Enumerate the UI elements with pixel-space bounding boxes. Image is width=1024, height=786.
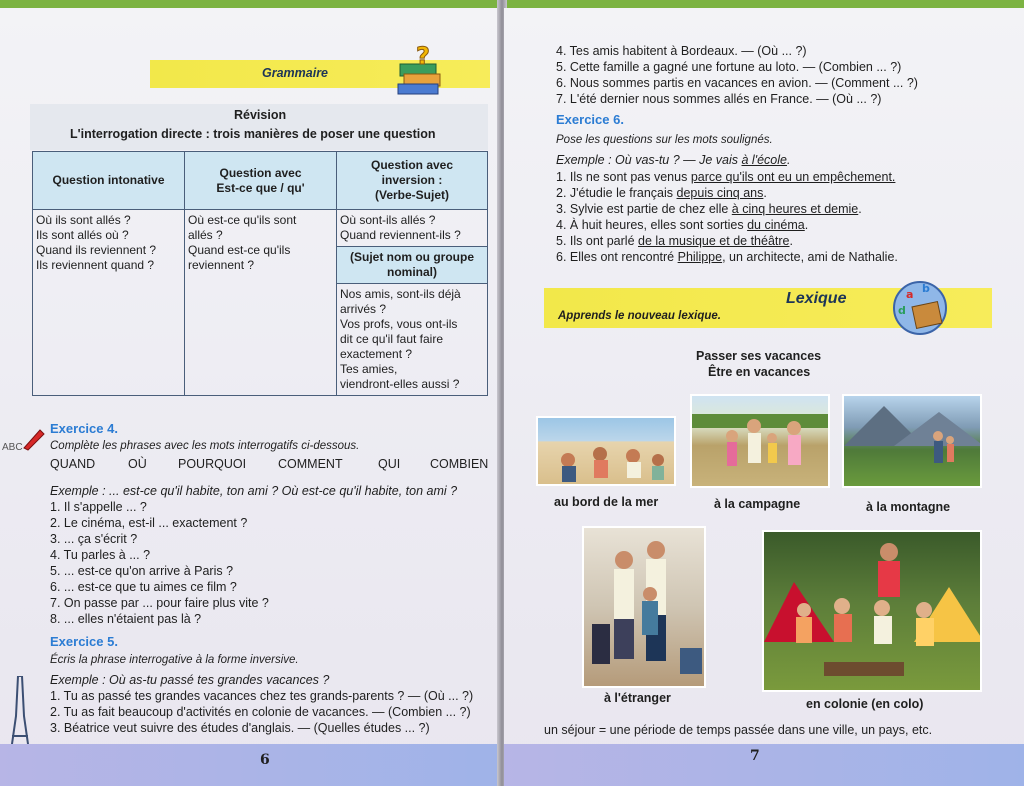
photo-countryside xyxy=(690,394,830,488)
exercise-4-item: 5. ... est-ce qu'on arrive à Paris ? xyxy=(50,564,234,578)
table-cell-inversion: Où sont-ils allés ? Quand reviennent-ils ? xyxy=(337,210,488,247)
exercise-6-item: 6. Elles ont rencontré Philippe, un architecte, ami de Nathalie. xyxy=(556,250,898,264)
exercise-4-item: 3. ... ça s'écrit ? xyxy=(50,532,138,546)
exercise-5-item: 4. Tes amis habitent à Bordeaux. — (Où ... ?) xyxy=(556,44,807,58)
photo-mountain xyxy=(842,394,982,488)
pencil-icon xyxy=(20,426,46,452)
word-quand: QUAND xyxy=(50,457,96,471)
exercise-5-instruction: Écris la phrase interrogative à la forme inversive. xyxy=(50,654,299,666)
vocab-heading-2: Être en vacances xyxy=(708,365,811,379)
exercise-4-item: 6. ... est-ce que tu aimes ce film ? xyxy=(50,580,237,594)
table-head-est-ce-que: Question avec Est-ce que / qu' xyxy=(185,152,337,210)
exercise-4-item: 2. Le cinéma, est-il ... exactement ? xyxy=(50,516,248,530)
exercise-6-item: 5. Ils ont parlé de la musique et de théâtre. xyxy=(556,234,793,248)
caption-summer-camp: en colonie (en colo) xyxy=(806,697,924,711)
table-cell-nominal-examples: Nos amis, sont-ils déjà arrivés ? Vos profs, vous ont-ils dit ce qu'il faut faire exactement ? Tes amies, viendront-elles aussi ? xyxy=(337,284,488,396)
exercise-6-instruction: Pose les questions sur les mots soulignés. xyxy=(556,134,773,146)
exercise-6-example: Exemple : Où vas-tu ? — Je vais à l'école. xyxy=(556,153,791,167)
left-page xyxy=(0,8,500,786)
svg-text:a: a xyxy=(906,288,914,301)
caption-countryside: à la campagne xyxy=(714,497,801,511)
exercise-4-item: 7. On passe par ... pour faire plus vite ? xyxy=(50,596,269,610)
photo-beach xyxy=(536,416,676,486)
word-ou: OÙ xyxy=(128,457,147,471)
word-combien: COMBIEN xyxy=(430,457,489,471)
exercise-4-item: 4. Tu parles à ... ? xyxy=(50,548,151,562)
definition-sejour: un séjour = une période de temps passée dans une ville, un pays, etc. xyxy=(544,723,933,737)
lexique-instruction: Apprends le nouveau lexique. xyxy=(558,310,721,322)
interrogation-table xyxy=(32,151,488,396)
word-pourquoi: POURQUOI xyxy=(178,457,247,471)
svg-text:b: b xyxy=(922,282,930,295)
exercise-5-item: 3. Béatrice veut suivre des études d'anglais. — (Quelles études ... ?) xyxy=(50,721,430,735)
table-head-inversion: Question avec inversion : (Verbe-Sujet) xyxy=(337,152,488,210)
vocab-heading-1: Passer ses vacances xyxy=(696,349,822,363)
exercise-6-item: 4. À huit heures, elles sont sorties du cinéma. xyxy=(556,218,809,232)
exercise-5-item: 2. Tu as fait beaucoup d'activités en colonie de vacances. — (Combien ... ?) xyxy=(50,705,471,719)
page-number-right: 7 xyxy=(750,748,760,764)
svg-text:?: ? xyxy=(416,42,430,70)
exercise-4-title: Exercice 4. xyxy=(50,421,118,436)
caption-mountain: à la montagne xyxy=(866,500,951,514)
table-cell-est-ce-que: Où est-ce qu'ils sont allés ? Quand est-ce qu'ils reviennent ? xyxy=(185,210,337,396)
exercise-5-item: 7. L'été dernier nous sommes allés en France. — (Où ... ?) xyxy=(556,92,882,106)
left-bottom-band xyxy=(0,744,500,786)
right-bottom-band xyxy=(504,744,1024,786)
photo-summer-camp xyxy=(762,530,982,692)
exercise-4-example: Exemple : ... est-ce qu'il habite, ton ami ? Où est-ce qu'il habite, ton ami ? xyxy=(50,484,458,498)
word-qui: QUI xyxy=(378,457,401,471)
caption-abroad: à l'étranger xyxy=(604,691,671,705)
exercise-5-title: Exercice 5. xyxy=(50,634,118,649)
table-subhead-nominal: (Sujet nom ou groupe nominal) xyxy=(337,247,488,284)
exercise-6-item: 1. Ils ne sont pas venus parce qu'ils ont eu un empêchement. xyxy=(556,170,896,184)
table-head-intonative: Question intonative xyxy=(33,152,185,210)
table-cell-intonative: Où ils sont allés ? Ils sont allés où ? Quand ils reviennent ? Ils reviennent quand ? xyxy=(33,210,185,396)
globe-letters-icon xyxy=(888,276,952,340)
exercise-5-item: 1. Tu as passé tes grandes vacances chez tes grands-parents ? — (Où ... ?) xyxy=(50,689,474,703)
exercise-5-example: Exemple : Où as-tu passé tes grandes vacances ? xyxy=(50,673,330,687)
exercise-5-item: 5. Cette famille a gagné une fortune au loto. — (Combien ... ?) xyxy=(556,60,902,74)
grammar-title: Grammaire xyxy=(262,66,329,80)
abc-label: ABC xyxy=(2,442,23,453)
exercise-4-item: 1. Il s'appelle ... ? xyxy=(50,500,147,514)
revision-heading: Révision xyxy=(234,108,287,122)
svg-text:d: d xyxy=(898,304,906,317)
right-page xyxy=(504,8,1024,786)
exercise-6-item: 2. J'étudie le français depuis cinq ans. xyxy=(556,186,767,200)
page-number-left: 6 xyxy=(260,752,270,768)
exercise-4-item: 8. ... elles n'étaient pas là ? xyxy=(50,612,202,626)
exercise-6-title: Exercice 6. xyxy=(556,112,624,127)
lexique-title: Lexique xyxy=(786,290,847,307)
books-question-icon xyxy=(396,42,448,98)
word-comment: COMMENT xyxy=(278,457,343,471)
exercise-5-item: 6. Nous sommes partis en vacances en avion. — (Comment ... ?) xyxy=(556,76,918,90)
exercise-4-instruction: Complète les phrases avec les mots interrogatifs ci-dessous. xyxy=(50,440,360,452)
exercise-6-item: 3. Sylvie est partie de chez elle à cinq heures et demie. xyxy=(556,202,862,216)
caption-beach: au bord de la mer xyxy=(554,495,659,509)
grammar-subtitle: L'interrogation directe : trois manières de poser une question xyxy=(70,127,436,141)
photo-abroad xyxy=(582,526,706,688)
